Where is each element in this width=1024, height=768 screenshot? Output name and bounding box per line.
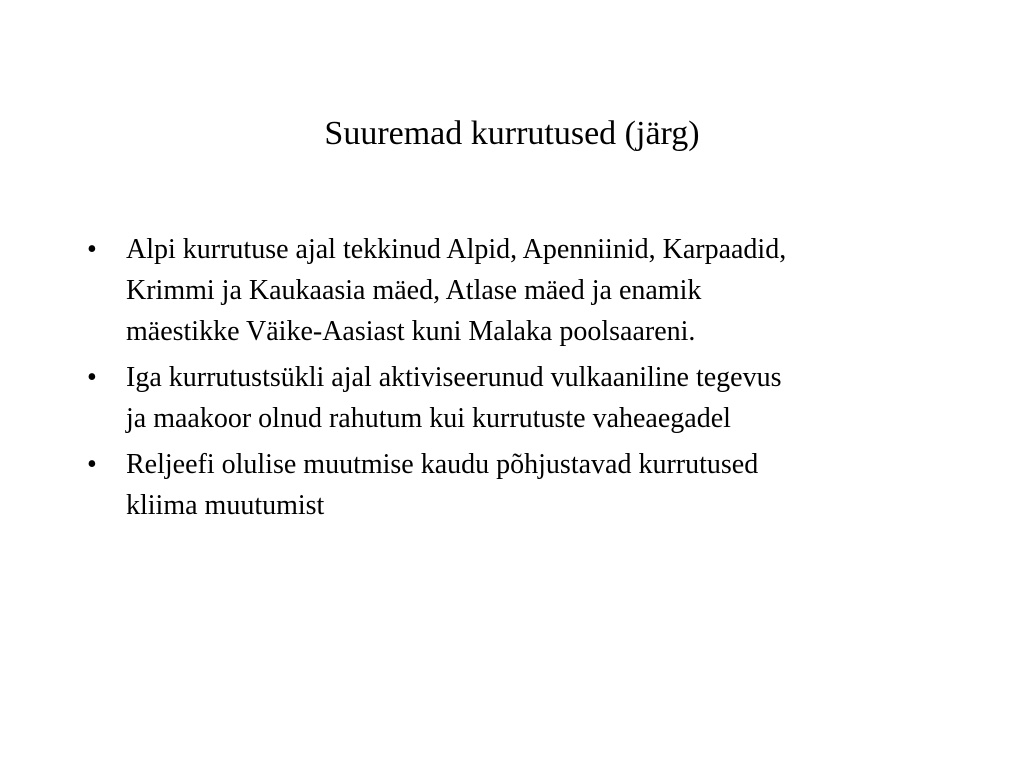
bullet-line: Krimmi ja Kaukaasia mäed, Atlase mäed ja enamik	[126, 275, 702, 306]
bullet-icon: •	[87, 449, 97, 480]
bullet-icon: •	[87, 362, 97, 393]
bullet-line: Alpi kurrutuse ajal tekkinud Alpid, Apenniinid, Karpaadid,	[126, 234, 787, 265]
bullet-line: kliima muutumist	[126, 490, 325, 521]
bullet-line: Iga kurrutustsükli ajal aktiviseerunud vulkaaniline tegevus	[126, 362, 782, 393]
slide-title: Suuremad kurrutused (järg)	[324, 115, 700, 152]
bullet-line: ja maakoor olnud rahutum kui kurrutuste vaheaegadel	[126, 403, 731, 434]
bullet-list	[84, 229, 944, 531]
bullet-line: Reljeefi olulise muutmise kaudu põhjustavad kurrutused	[126, 449, 759, 480]
bullet-item	[84, 229, 944, 352]
bullet-line: mäestikke Väike-Aasiast kuni Malaka poolsaareni.	[126, 316, 696, 347]
bullet-item	[84, 357, 944, 439]
bullet-icon: •	[87, 234, 97, 265]
bullet-item	[84, 444, 944, 526]
